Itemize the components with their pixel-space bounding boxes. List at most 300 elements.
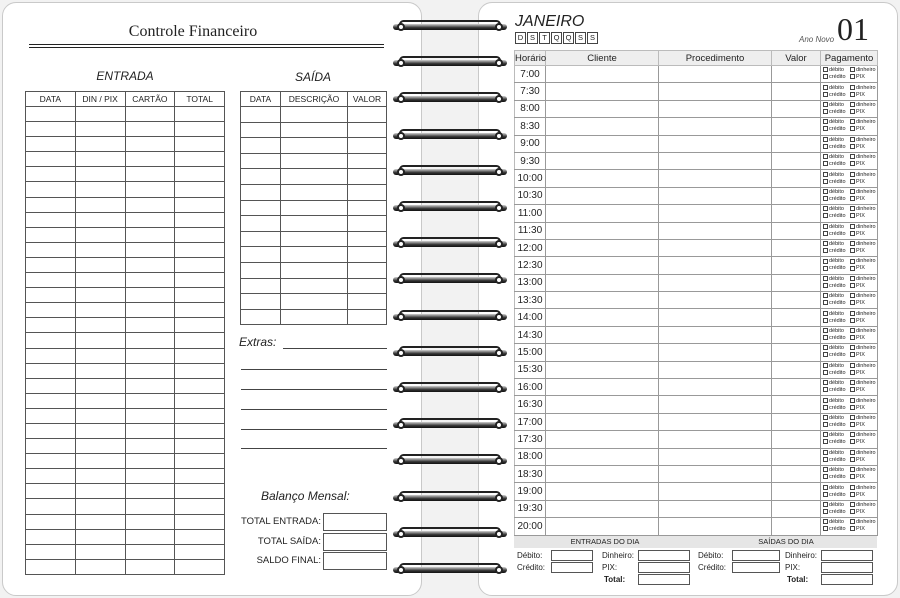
credito-checkbox[interactable]	[823, 231, 828, 236]
entrada-cell[interactable]	[175, 137, 225, 152]
credito-checkbox[interactable]	[823, 179, 828, 184]
entrada-cell[interactable]	[26, 318, 76, 333]
entrada-cell[interactable]	[125, 182, 175, 197]
entradas-credito-field[interactable]	[551, 562, 593, 573]
entrada-cell[interactable]	[175, 242, 225, 257]
credito-checkbox[interactable]	[823, 370, 828, 375]
entrada-cell[interactable]	[26, 469, 76, 484]
procedimento-cell[interactable]	[659, 66, 772, 83]
entrada-cell[interactable]	[175, 273, 225, 288]
entrada-cell[interactable]	[26, 484, 76, 499]
entrada-cell[interactable]	[26, 242, 76, 257]
entrada-cell[interactable]	[125, 484, 175, 499]
pix-checkbox[interactable]	[850, 405, 855, 410]
entrada-cell[interactable]	[125, 167, 175, 182]
debito-checkbox[interactable]	[823, 241, 828, 246]
dinheiro-checkbox[interactable]	[850, 363, 855, 368]
entrada-cell[interactable]	[26, 273, 76, 288]
entrada-cell[interactable]	[75, 197, 125, 212]
cliente-cell[interactable]	[546, 448, 659, 465]
procedimento-cell[interactable]	[659, 361, 772, 378]
total-saida-field[interactable]	[323, 533, 387, 551]
entrada-cell[interactable]	[175, 499, 225, 514]
cliente-cell[interactable]	[546, 135, 659, 152]
total-entrada-field[interactable]	[323, 513, 387, 531]
entrada-cell[interactable]	[75, 423, 125, 438]
procedimento-cell[interactable]	[659, 170, 772, 187]
saida-cell[interactable]	[348, 262, 387, 278]
entrada-cell[interactable]	[175, 257, 225, 272]
cliente-cell[interactable]	[546, 205, 659, 222]
entrada-cell[interactable]	[175, 408, 225, 423]
entrada-cell[interactable]	[26, 122, 76, 137]
saidas-debito-field[interactable]	[732, 550, 780, 561]
entrada-cell[interactable]	[75, 107, 125, 122]
procedimento-cell[interactable]	[659, 135, 772, 152]
credito-checkbox[interactable]	[823, 74, 828, 79]
saidas-pix-field[interactable]	[821, 562, 873, 573]
cliente-cell[interactable]	[546, 431, 659, 448]
entrada-cell[interactable]	[175, 212, 225, 227]
pix-checkbox[interactable]	[850, 144, 855, 149]
entrada-cell[interactable]	[26, 212, 76, 227]
debito-checkbox[interactable]	[823, 432, 828, 437]
procedimento-cell[interactable]	[659, 292, 772, 309]
entrada-cell[interactable]	[125, 227, 175, 242]
entrada-cell[interactable]	[175, 107, 225, 122]
saida-cell[interactable]	[348, 184, 387, 200]
debito-checkbox[interactable]	[823, 311, 828, 316]
entrada-cell[interactable]	[26, 454, 76, 469]
credito-checkbox[interactable]	[823, 318, 828, 323]
procedimento-cell[interactable]	[659, 222, 772, 239]
dinheiro-checkbox[interactable]	[850, 519, 855, 524]
entrada-cell[interactable]	[75, 408, 125, 423]
valor-cell[interactable]	[772, 361, 821, 378]
valor-cell[interactable]	[772, 135, 821, 152]
entrada-cell[interactable]	[125, 499, 175, 514]
entrada-cell[interactable]	[125, 273, 175, 288]
entrada-cell[interactable]	[75, 484, 125, 499]
debito-checkbox[interactable]	[823, 363, 828, 368]
entradas-pix-field[interactable]	[638, 562, 690, 573]
dinheiro-checkbox[interactable]	[850, 415, 855, 420]
saida-cell[interactable]	[241, 200, 281, 216]
debito-checkbox[interactable]	[823, 328, 828, 333]
entrada-cell[interactable]	[125, 529, 175, 544]
pix-checkbox[interactable]	[850, 126, 855, 131]
entrada-cell[interactable]	[26, 152, 76, 167]
cliente-cell[interactable]	[546, 170, 659, 187]
valor-cell[interactable]	[772, 396, 821, 413]
saida-cell[interactable]	[281, 262, 348, 278]
entrada-cell[interactable]	[26, 257, 76, 272]
debito-checkbox[interactable]	[823, 519, 828, 524]
debito-checkbox[interactable]	[823, 467, 828, 472]
weekday-box[interactable]: S	[587, 32, 598, 44]
saida-cell[interactable]	[281, 122, 348, 138]
cliente-cell[interactable]	[546, 379, 659, 396]
pix-checkbox[interactable]	[850, 457, 855, 462]
dinheiro-checkbox[interactable]	[850, 85, 855, 90]
weekday-box[interactable]: Q	[551, 32, 562, 44]
saida-cell[interactable]	[281, 294, 348, 310]
dinheiro-checkbox[interactable]	[850, 102, 855, 107]
saida-cell[interactable]	[348, 309, 387, 325]
pix-checkbox[interactable]	[850, 196, 855, 201]
entrada-cell[interactable]	[75, 122, 125, 137]
entrada-cell[interactable]	[125, 469, 175, 484]
credito-checkbox[interactable]	[823, 352, 828, 357]
entrada-cell[interactable]	[75, 529, 125, 544]
debito-checkbox[interactable]	[823, 206, 828, 211]
dinheiro-checkbox[interactable]	[850, 189, 855, 194]
pix-checkbox[interactable]	[850, 248, 855, 253]
cliente-cell[interactable]	[546, 118, 659, 135]
entrada-cell[interactable]	[75, 514, 125, 529]
debito-checkbox[interactable]	[823, 137, 828, 142]
entrada-cell[interactable]	[75, 393, 125, 408]
debito-checkbox[interactable]	[823, 415, 828, 420]
saida-cell[interactable]	[241, 294, 281, 310]
entrada-cell[interactable]	[125, 559, 175, 574]
saidas-total-field[interactable]	[821, 574, 873, 585]
entrada-cell[interactable]	[125, 423, 175, 438]
valor-cell[interactable]	[772, 274, 821, 291]
entrada-cell[interactable]	[175, 423, 225, 438]
pix-checkbox[interactable]	[850, 109, 855, 114]
dinheiro-checkbox[interactable]	[850, 276, 855, 281]
debito-checkbox[interactable]	[823, 154, 828, 159]
valor-cell[interactable]	[772, 170, 821, 187]
valor-cell[interactable]	[772, 379, 821, 396]
entrada-cell[interactable]	[175, 544, 225, 559]
valor-cell[interactable]	[772, 518, 821, 535]
cliente-cell[interactable]	[546, 500, 659, 517]
saida-cell[interactable]	[281, 169, 348, 185]
entrada-cell[interactable]	[125, 333, 175, 348]
saida-cell[interactable]	[281, 278, 348, 294]
credito-checkbox[interactable]	[823, 492, 828, 497]
saida-cell[interactable]	[241, 184, 281, 200]
entrada-cell[interactable]	[125, 107, 175, 122]
cliente-cell[interactable]	[546, 483, 659, 500]
saida-cell[interactable]	[348, 247, 387, 263]
saida-cell[interactable]	[281, 200, 348, 216]
pix-checkbox[interactable]	[850, 266, 855, 271]
cliente-cell[interactable]	[546, 222, 659, 239]
extras-line[interactable]	[241, 448, 387, 449]
debito-checkbox[interactable]	[823, 85, 828, 90]
valor-cell[interactable]	[772, 187, 821, 204]
dinheiro-checkbox[interactable]	[850, 432, 855, 437]
pix-checkbox[interactable]	[850, 335, 855, 340]
entrada-cell[interactable]	[125, 212, 175, 227]
entrada-cell[interactable]	[125, 152, 175, 167]
credito-checkbox[interactable]	[823, 509, 828, 514]
weekday-box[interactable]: D	[515, 32, 526, 44]
entrada-cell[interactable]	[26, 227, 76, 242]
debito-checkbox[interactable]	[823, 259, 828, 264]
valor-cell[interactable]	[772, 465, 821, 482]
saida-cell[interactable]	[241, 231, 281, 247]
entrada-cell[interactable]	[75, 348, 125, 363]
credito-checkbox[interactable]	[823, 248, 828, 253]
entrada-cell[interactable]	[125, 318, 175, 333]
dinheiro-checkbox[interactable]	[850, 241, 855, 246]
entrada-cell[interactable]	[175, 182, 225, 197]
dinheiro-checkbox[interactable]	[850, 380, 855, 385]
saida-cell[interactable]	[348, 216, 387, 232]
dinheiro-checkbox[interactable]	[850, 259, 855, 264]
entrada-cell[interactable]	[175, 227, 225, 242]
procedimento-cell[interactable]	[659, 448, 772, 465]
entrada-cell[interactable]	[26, 544, 76, 559]
saida-cell[interactable]	[281, 153, 348, 169]
cliente-cell[interactable]	[546, 465, 659, 482]
valor-cell[interactable]	[772, 326, 821, 343]
dinheiro-checkbox[interactable]	[850, 224, 855, 229]
valor-cell[interactable]	[772, 413, 821, 430]
valor-cell[interactable]	[772, 500, 821, 517]
extras-line[interactable]	[241, 369, 387, 370]
cliente-cell[interactable]	[546, 518, 659, 535]
entrada-cell[interactable]	[125, 303, 175, 318]
cliente-cell[interactable]	[546, 413, 659, 430]
entrada-cell[interactable]	[75, 303, 125, 318]
valor-cell[interactable]	[772, 152, 821, 169]
credito-checkbox[interactable]	[823, 266, 828, 271]
procedimento-cell[interactable]	[659, 100, 772, 117]
weekday-box[interactable]: Q	[563, 32, 574, 44]
entradas-debito-field[interactable]	[551, 550, 593, 561]
cliente-cell[interactable]	[546, 66, 659, 83]
extras-line[interactable]	[241, 389, 387, 390]
entrada-cell[interactable]	[175, 363, 225, 378]
credito-checkbox[interactable]	[823, 439, 828, 444]
entrada-cell[interactable]	[75, 167, 125, 182]
entrada-cell[interactable]	[75, 439, 125, 454]
pix-checkbox[interactable]	[850, 492, 855, 497]
debito-checkbox[interactable]	[823, 224, 828, 229]
entrada-cell[interactable]	[75, 454, 125, 469]
procedimento-cell[interactable]	[659, 396, 772, 413]
entrada-cell[interactable]	[175, 318, 225, 333]
dinheiro-checkbox[interactable]	[850, 485, 855, 490]
credito-checkbox[interactable]	[823, 457, 828, 462]
entradas-dinheiro-field[interactable]	[638, 550, 690, 561]
procedimento-cell[interactable]	[659, 431, 772, 448]
pix-checkbox[interactable]	[850, 318, 855, 323]
saida-cell[interactable]	[281, 309, 348, 325]
credito-checkbox[interactable]	[823, 526, 828, 531]
entrada-cell[interactable]	[125, 363, 175, 378]
valor-cell[interactable]	[772, 431, 821, 448]
entrada-cell[interactable]	[125, 408, 175, 423]
entrada-cell[interactable]	[125, 257, 175, 272]
procedimento-cell[interactable]	[659, 413, 772, 430]
procedimento-cell[interactable]	[659, 257, 772, 274]
procedimento-cell[interactable]	[659, 344, 772, 361]
procedimento-cell[interactable]	[659, 379, 772, 396]
weekday-box[interactable]: S	[527, 32, 538, 44]
credito-checkbox[interactable]	[823, 335, 828, 340]
entrada-cell[interactable]	[175, 439, 225, 454]
weekday-box[interactable]: T	[539, 32, 550, 44]
debito-checkbox[interactable]	[823, 189, 828, 194]
entrada-cell[interactable]	[125, 544, 175, 559]
entrada-cell[interactable]	[175, 393, 225, 408]
saida-cell[interactable]	[241, 122, 281, 138]
dinheiro-checkbox[interactable]	[850, 172, 855, 177]
entrada-cell[interactable]	[26, 197, 76, 212]
saida-cell[interactable]	[281, 184, 348, 200]
entrada-cell[interactable]	[26, 514, 76, 529]
dinheiro-checkbox[interactable]	[850, 119, 855, 124]
cliente-cell[interactable]	[546, 309, 659, 326]
pix-checkbox[interactable]	[850, 474, 855, 479]
saida-cell[interactable]	[241, 216, 281, 232]
dinheiro-checkbox[interactable]	[850, 345, 855, 350]
cliente-cell[interactable]	[546, 396, 659, 413]
saida-cell[interactable]	[281, 107, 348, 123]
saidas-dinheiro-field[interactable]	[821, 550, 873, 561]
entrada-cell[interactable]	[175, 469, 225, 484]
pix-checkbox[interactable]	[850, 352, 855, 357]
pix-checkbox[interactable]	[850, 370, 855, 375]
entrada-cell[interactable]	[26, 167, 76, 182]
valor-cell[interactable]	[772, 309, 821, 326]
pix-checkbox[interactable]	[850, 74, 855, 79]
entrada-cell[interactable]	[125, 348, 175, 363]
saida-cell[interactable]	[241, 262, 281, 278]
debito-checkbox[interactable]	[823, 102, 828, 107]
entrada-cell[interactable]	[75, 137, 125, 152]
entrada-cell[interactable]	[75, 273, 125, 288]
credito-checkbox[interactable]	[823, 300, 828, 305]
entrada-cell[interactable]	[75, 333, 125, 348]
pix-checkbox[interactable]	[850, 526, 855, 531]
cliente-cell[interactable]	[546, 152, 659, 169]
valor-cell[interactable]	[772, 292, 821, 309]
credito-checkbox[interactable]	[823, 126, 828, 131]
entrada-cell[interactable]	[175, 303, 225, 318]
credito-checkbox[interactable]	[823, 196, 828, 201]
saida-cell[interactable]	[348, 169, 387, 185]
entrada-cell[interactable]	[75, 499, 125, 514]
dinheiro-checkbox[interactable]	[850, 311, 855, 316]
saida-cell[interactable]	[281, 216, 348, 232]
entrada-cell[interactable]	[26, 439, 76, 454]
procedimento-cell[interactable]	[659, 326, 772, 343]
saida-cell[interactable]	[241, 247, 281, 263]
cliente-cell[interactable]	[546, 187, 659, 204]
saida-cell[interactable]	[348, 138, 387, 154]
cliente-cell[interactable]	[546, 274, 659, 291]
debito-checkbox[interactable]	[823, 450, 828, 455]
credito-checkbox[interactable]	[823, 405, 828, 410]
saida-cell[interactable]	[348, 200, 387, 216]
dinheiro-checkbox[interactable]	[850, 137, 855, 142]
entrada-cell[interactable]	[26, 363, 76, 378]
procedimento-cell[interactable]	[659, 239, 772, 256]
saida-cell[interactable]	[348, 122, 387, 138]
debito-checkbox[interactable]	[823, 345, 828, 350]
pix-checkbox[interactable]	[850, 439, 855, 444]
entrada-cell[interactable]	[26, 107, 76, 122]
entrada-cell[interactable]	[175, 152, 225, 167]
pix-checkbox[interactable]	[850, 213, 855, 218]
dinheiro-checkbox[interactable]	[850, 467, 855, 472]
entrada-cell[interactable]	[175, 197, 225, 212]
saida-cell[interactable]	[241, 107, 281, 123]
entrada-cell[interactable]	[75, 363, 125, 378]
procedimento-cell[interactable]	[659, 518, 772, 535]
entrada-cell[interactable]	[26, 393, 76, 408]
saida-cell[interactable]	[281, 247, 348, 263]
debito-checkbox[interactable]	[823, 172, 828, 177]
valor-cell[interactable]	[772, 222, 821, 239]
saida-cell[interactable]	[241, 169, 281, 185]
pix-checkbox[interactable]	[850, 92, 855, 97]
cliente-cell[interactable]	[546, 361, 659, 378]
entrada-cell[interactable]	[125, 122, 175, 137]
credito-checkbox[interactable]	[823, 92, 828, 97]
extras-line[interactable]	[283, 348, 387, 349]
entrada-cell[interactable]	[75, 544, 125, 559]
entrada-cell[interactable]	[75, 378, 125, 393]
entrada-cell[interactable]	[75, 227, 125, 242]
entrada-cell[interactable]	[175, 288, 225, 303]
dinheiro-checkbox[interactable]	[850, 154, 855, 159]
saida-cell[interactable]	[281, 231, 348, 247]
entrada-cell[interactable]	[175, 529, 225, 544]
procedimento-cell[interactable]	[659, 274, 772, 291]
entrada-cell[interactable]	[26, 423, 76, 438]
entrada-cell[interactable]	[125, 454, 175, 469]
saida-cell[interactable]	[241, 278, 281, 294]
valor-cell[interactable]	[772, 66, 821, 83]
entrada-cell[interactable]	[75, 182, 125, 197]
entrada-cell[interactable]	[125, 242, 175, 257]
saidas-credito-field[interactable]	[732, 562, 780, 573]
debito-checkbox[interactable]	[823, 293, 828, 298]
saida-cell[interactable]	[348, 231, 387, 247]
procedimento-cell[interactable]	[659, 205, 772, 222]
entrada-cell[interactable]	[26, 348, 76, 363]
entrada-cell[interactable]	[175, 333, 225, 348]
cliente-cell[interactable]	[546, 257, 659, 274]
debito-checkbox[interactable]	[823, 67, 828, 72]
entrada-cell[interactable]	[75, 152, 125, 167]
procedimento-cell[interactable]	[659, 83, 772, 100]
entrada-cell[interactable]	[175, 348, 225, 363]
entradas-total-field[interactable]	[638, 574, 690, 585]
dinheiro-checkbox[interactable]	[850, 293, 855, 298]
entrada-cell[interactable]	[175, 378, 225, 393]
saida-cell[interactable]	[348, 294, 387, 310]
credito-checkbox[interactable]	[823, 474, 828, 479]
saida-cell[interactable]	[348, 107, 387, 123]
entrada-cell[interactable]	[125, 393, 175, 408]
entrada-cell[interactable]	[175, 167, 225, 182]
entrada-cell[interactable]	[75, 469, 125, 484]
valor-cell[interactable]	[772, 100, 821, 117]
entrada-cell[interactable]	[26, 182, 76, 197]
entrada-cell[interactable]	[75, 257, 125, 272]
saida-cell[interactable]	[281, 138, 348, 154]
credito-checkbox[interactable]	[823, 387, 828, 392]
